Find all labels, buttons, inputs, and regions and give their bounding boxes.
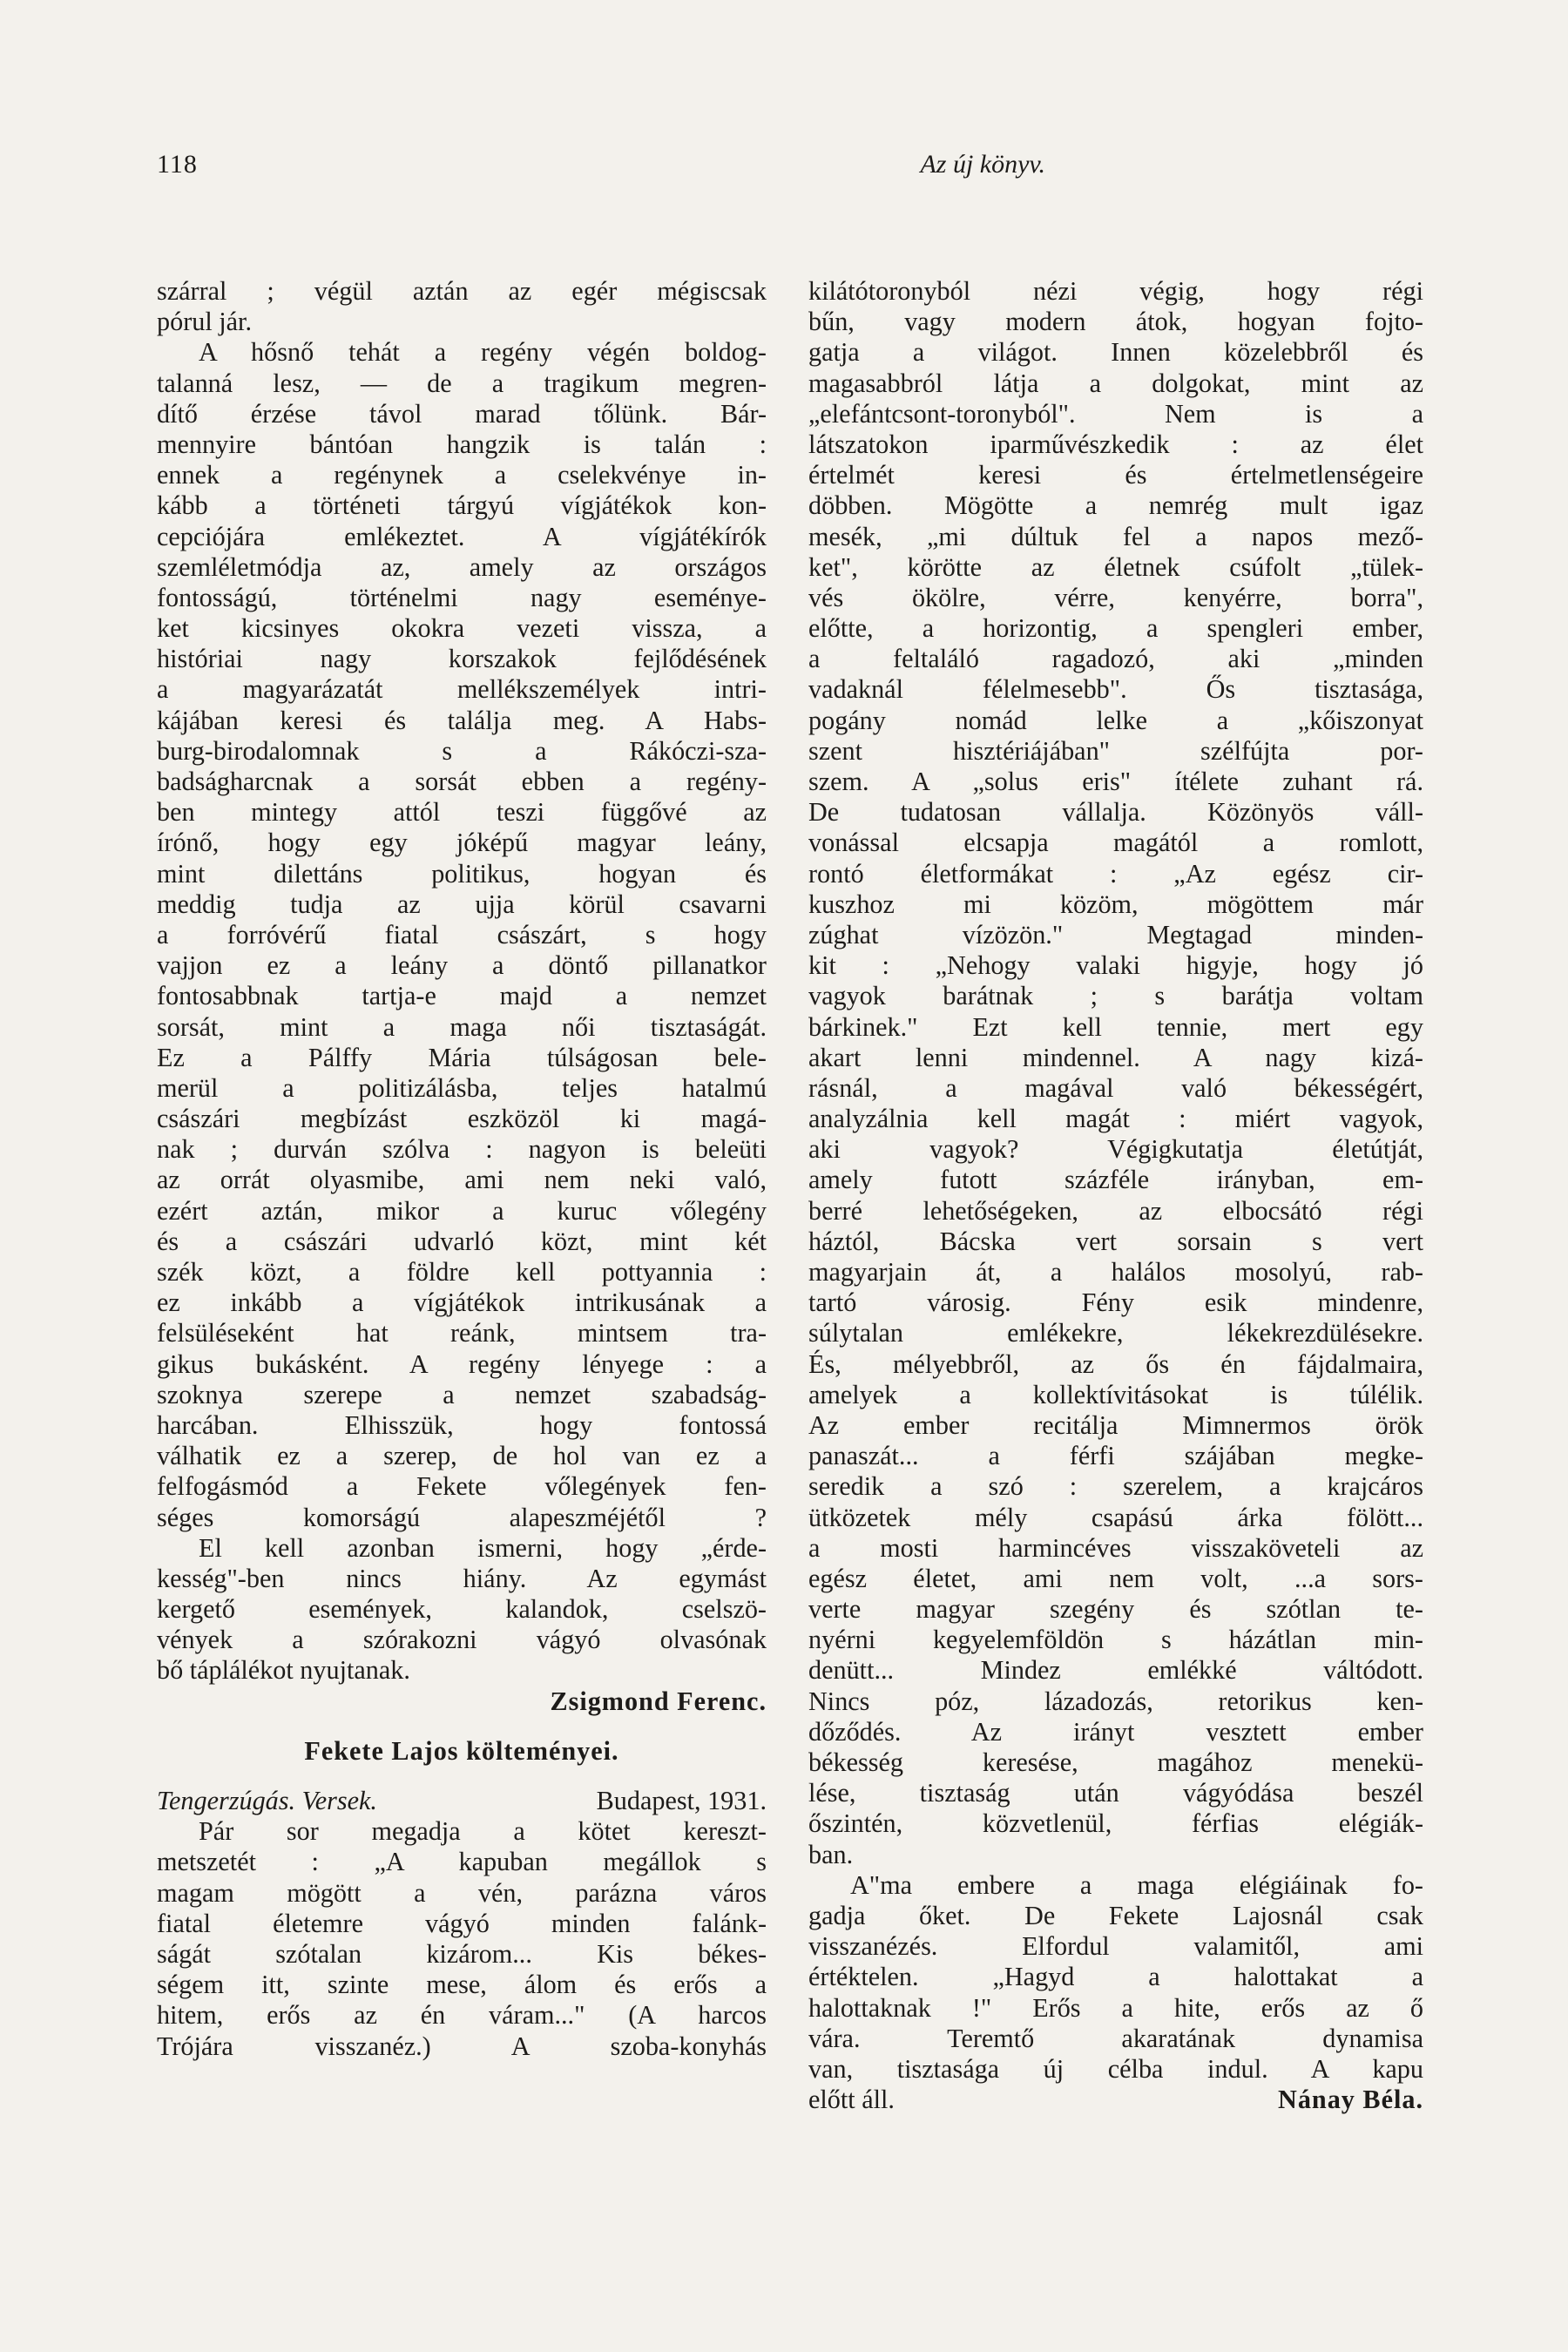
text-line: zúghat vízözön." Megtagad minden- xyxy=(808,919,1423,950)
text-line: döbben. Mögötte a nemrég mult igaz xyxy=(808,490,1423,521)
text-line: vadaknál félelmesebb". Ős tisztasága, xyxy=(808,674,1423,705)
text-line: bárkinek." Ezt kell tennie, mert egy xyxy=(808,1011,1423,1042)
text-line: merül a politizálásba, teljes hatalmú xyxy=(157,1072,767,1103)
text-line: séges komorságú alapeszméjétől ? xyxy=(157,1502,767,1532)
final-line xyxy=(808,2085,1423,2115)
text-line: magyarjain át, a halálos mosolyú, rab- xyxy=(808,1257,1423,1287)
text-line: vára. Teremtő akaratának dynamisa xyxy=(808,2023,1423,2053)
text-line: gadja őket. De Fekete Lajosnál csak xyxy=(808,1900,1423,1930)
signature-zsigmond: Zsigmond Ferenc. xyxy=(550,1686,767,1716)
text-line: ban. xyxy=(808,1839,854,1869)
text-line: verte magyar szegény és szótlan te- xyxy=(808,1594,1423,1625)
signature-nanay: Nánay Béla. xyxy=(1278,2085,1423,2115)
text-line: súlytalan emlékekre, lékekrezdülésekre. xyxy=(808,1318,1423,1348)
text-line: szoknya szerepe a nemzet szabadság- xyxy=(157,1379,767,1409)
text-line: nak ; durván szólva : nagyon is beleüti xyxy=(157,1134,767,1165)
text-line: szék közt, a földre kell pottyannia : xyxy=(157,1257,767,1287)
text-line: rásnál, a magával való békességért, xyxy=(808,1072,1423,1103)
text-line: válhatik ez a szerep, de hol van ez a xyxy=(157,1441,767,1471)
text-line: históriai nagy korszakok fejlődésének xyxy=(157,644,767,674)
final-line-text: előtt áll. xyxy=(808,2085,895,2115)
text-line: rontó életformákat : „Az egész cir- xyxy=(808,858,1423,889)
text-line: aki vagyok? Végigkutatja életútját, xyxy=(808,1134,1423,1165)
text-line: De tudatosan vállalja. Közönyös váll- xyxy=(808,797,1423,828)
text-line: talanná lesz, — de a tragikum megren- xyxy=(157,368,767,398)
text-line: vés ökölre, vérre, kenyérre, borra", xyxy=(808,582,1423,612)
text-line: nyérni kegyelemföldön s házátlan min- xyxy=(808,1625,1423,1655)
text-line: ságát szótalan kizárom... Kis békes- xyxy=(157,1938,767,1969)
text-line: kább a történeti tárgyú vígjátékok kon- xyxy=(157,490,767,521)
text-line: az orrát olyasmibe, ami nem neki való, xyxy=(157,1165,767,1195)
text-line: ben mintegy attól teszi függővé az xyxy=(157,797,767,828)
text-line: badságharcnak a sorsát ebben a regény- xyxy=(157,767,767,796)
text-line: tartó városig. Fény esik mindenre, xyxy=(808,1288,1423,1318)
text-line: gikus bukásként. A regény lényege : a xyxy=(157,1348,767,1379)
text-line: és a császári udvarló közt, mint két xyxy=(157,1226,767,1256)
text-line: kergető események, kalandok, cselszö- xyxy=(157,1594,767,1625)
text-line: felsüléseként hat reánk, mintsem tra- xyxy=(157,1318,767,1348)
text-line: A hősnő tehát a regény végén boldog- xyxy=(199,337,767,368)
text-line: sorsát, mint a maga női tisztaságát. xyxy=(157,1011,767,1042)
text-line: van, tisztasága új célba indul. A kapu xyxy=(808,2053,1423,2084)
text-line: „elefántcsont-toronyból". Nem is a xyxy=(808,398,1423,429)
text-line: vények a szórakozni vágyó olvasónak xyxy=(157,1625,767,1655)
text-line: fontosságú, történelmi nagy eseménye- xyxy=(157,582,767,612)
text-line: ütközetek mély csapású árka fölött... xyxy=(808,1502,1423,1532)
text-line: akart lenni mindennel. A nagy kizá- xyxy=(808,1042,1423,1072)
text-line: előtte, a horizontig, a spengleri ember, xyxy=(808,613,1423,644)
text-line: kájában keresi és találja meg. A Habs- xyxy=(157,705,767,735)
text-line: analyzálnia kell magát : miért vagyok, xyxy=(808,1104,1423,1134)
text-line: cepciójára emlékeztet. A vígjátékírók xyxy=(157,521,767,551)
text-line: ket", körötte az életnek csúfolt „tülek- xyxy=(808,551,1423,582)
text-line: amely futott százféle irányban, em- xyxy=(808,1165,1423,1195)
text-line: mesék, „mi dúltuk fel a napos mező- xyxy=(808,521,1423,551)
text-line: El kell azonban ismerni, hogy „érde- xyxy=(199,1532,767,1563)
text-line: Ez a Pálffy Mária túlságosan bele- xyxy=(157,1042,767,1072)
text-line: magasabbról látja a dolgokat, mint az xyxy=(808,368,1423,398)
text-line: őszintén, közvetlenül, férfias elégiák- xyxy=(808,1808,1423,1839)
text-line: értéktelen. „Hagyd a halottakat a xyxy=(808,1962,1423,1992)
text-line: dőződés. Az irányt vesztett ember xyxy=(808,1716,1423,1747)
text-line: szent hisztériájában" szélfújta por- xyxy=(808,735,1423,766)
section-heading: Fekete Lajos költeményei. xyxy=(304,1735,619,1766)
text-line: panaszát... a férfi szájában megke- xyxy=(808,1441,1423,1471)
right-column-review-text xyxy=(808,276,1423,2085)
right-column xyxy=(808,276,1423,2115)
text-line: berré lehetőségeken, az elbocsátó régi xyxy=(808,1195,1423,1226)
text-line: értelmét keresi és értelmetlenségeire xyxy=(808,460,1423,490)
text-line: bűn, vagy modern átok, hogyan fojto- xyxy=(808,307,1423,337)
running-title: Az új könyv. xyxy=(920,150,1045,179)
text-line: a magyarázatát mellékszemélyek intri- xyxy=(157,674,767,705)
text-line: mint dilettáns politikus, hogyan és xyxy=(157,858,767,889)
text-line: halottaknak !" Erős a hite, erős az ő xyxy=(808,1992,1423,2023)
text-line: seredik a szó : szerelem, a krajcáros xyxy=(808,1471,1423,1502)
text-line: pogány nomád lelke a „kőiszonyat xyxy=(808,705,1423,735)
text-line: kesség"-ben nincs hiány. Az egymást xyxy=(157,1563,767,1593)
text-line: Az ember recitálja Mimnermos örök xyxy=(808,1409,1423,1440)
text-line: ennek a regénynek a cselekvénye in- xyxy=(157,460,767,490)
text-line: mennyire bántóan hangzik is talán : xyxy=(157,429,767,459)
text-line: meddig tudja az ujja körül csavarni xyxy=(157,889,767,919)
text-line: visszanézés. Elfordul valamitől, ami xyxy=(808,1931,1423,1962)
text-line: amelyek a kollektívitásokat is túlélik. xyxy=(808,1379,1423,1409)
text-line: békesség keresése, magához menekü- xyxy=(808,1747,1423,1777)
text-line: látszatokon iparművészkedik : az élet xyxy=(808,429,1423,459)
text-line: vajjon ez a leány a döntő pillanatkor xyxy=(157,950,767,981)
text-line: Nincs póz, lázadozás, retorikus ken- xyxy=(808,1686,1423,1716)
text-line: írónő, hogy egy jóképű magyar leány, xyxy=(157,828,767,858)
text-line: egész életet, ami nem volt, ...a sors- xyxy=(808,1563,1423,1593)
text-line: vagyok barátnak ; s barátja voltam xyxy=(808,981,1423,1011)
left-column-review-text xyxy=(157,276,767,1686)
text-line: császári megbízást eszközöl ki magá- xyxy=(157,1104,767,1134)
text-line: magam mögött a vén, parázna város xyxy=(157,1877,767,1908)
text-line: fontosabbnak tartja-e majd a nemzet xyxy=(157,981,767,1011)
text-line: Pár sor megadja a kötet kereszt- xyxy=(199,1816,767,1847)
book-title: Tengerzúgás. Versek. xyxy=(157,1786,377,1815)
left-column xyxy=(157,276,767,2062)
text-line: lése, tisztaság után vágyódása beszél xyxy=(808,1778,1423,1808)
text-line: kit : „Nehogy valaki higyje, hogy jó xyxy=(808,950,1423,981)
text-line: kilátótoronyból nézi végig, hogy régi xyxy=(808,276,1423,306)
text-line: ségem itt, szinte mese, álom és erős a xyxy=(157,1970,767,2000)
page-number: 118 xyxy=(157,150,198,179)
text-line: pórul jár. xyxy=(157,307,252,337)
text-line: a mosti harmincéves visszaköveteli az xyxy=(808,1532,1423,1563)
text-line: dítő érzése távol marad tőlünk. Bár- xyxy=(157,398,767,429)
text-line: denütt... Mindez emlékké váltódott. xyxy=(808,1655,1423,1686)
text-line: ez inkább a vígjátékok intrikusának a xyxy=(157,1288,767,1318)
text-line: Trójára visszanéz.) A szoba-konyhás xyxy=(157,2031,767,2061)
left-column-second-review-text xyxy=(157,1816,767,2062)
text-line: a forróvérű fiatal császárt, s hogy xyxy=(157,919,767,950)
text-line: háztól, Bácska vert sorsain s vert xyxy=(808,1226,1423,1256)
text-line: ket kicsinyes okokra vezeti vissza, a xyxy=(157,613,767,644)
text-line: kuszhoz mi közöm, mögöttem már xyxy=(808,889,1423,919)
text-line: szemléletmódja az, amely az országos xyxy=(157,551,767,582)
text-line: bő táplálékot nyujtanak. xyxy=(157,1655,410,1686)
text-line: hitem, erős az én váram..." (A harcos xyxy=(157,2000,767,2031)
text-line: ezért aztán, mikor a kuruc vőlegény xyxy=(157,1195,767,1226)
text-line: harcában. Elhisszük, hogy fontossá xyxy=(157,1409,767,1440)
text-line: A"ma embere a maga elégiáinak fo- xyxy=(850,1869,1423,1900)
text-line: felfogásmód a Fekete vőlegények fen- xyxy=(157,1471,767,1502)
text-line: És, mélyebbről, az ős én fájdalmaira, xyxy=(808,1348,1423,1379)
text-line: a feltaláló ragadozó, aki „minden xyxy=(808,644,1423,674)
text-line: burg-birodalomnak s a Rákóczi-sza- xyxy=(157,735,767,766)
text-line: metszetét : „A kapuban megállok s xyxy=(157,1847,767,1877)
text-line: vonással elcsapja magától a romlott, xyxy=(808,828,1423,858)
text-line: gatja a világot. Innen közelebbről és xyxy=(808,337,1423,368)
book-citation xyxy=(157,1786,767,1816)
text-line: fiatal életemre vágyó minden falánk- xyxy=(157,1908,767,1938)
text-line: szárral ; végül aztán az egér mégiscsak xyxy=(157,276,767,306)
page-header xyxy=(157,150,1411,193)
text-line: szem. A „solus eris" ítélete zuhant rá. xyxy=(808,767,1423,796)
book-place-year: Budapest, 1931. xyxy=(596,1786,767,1815)
